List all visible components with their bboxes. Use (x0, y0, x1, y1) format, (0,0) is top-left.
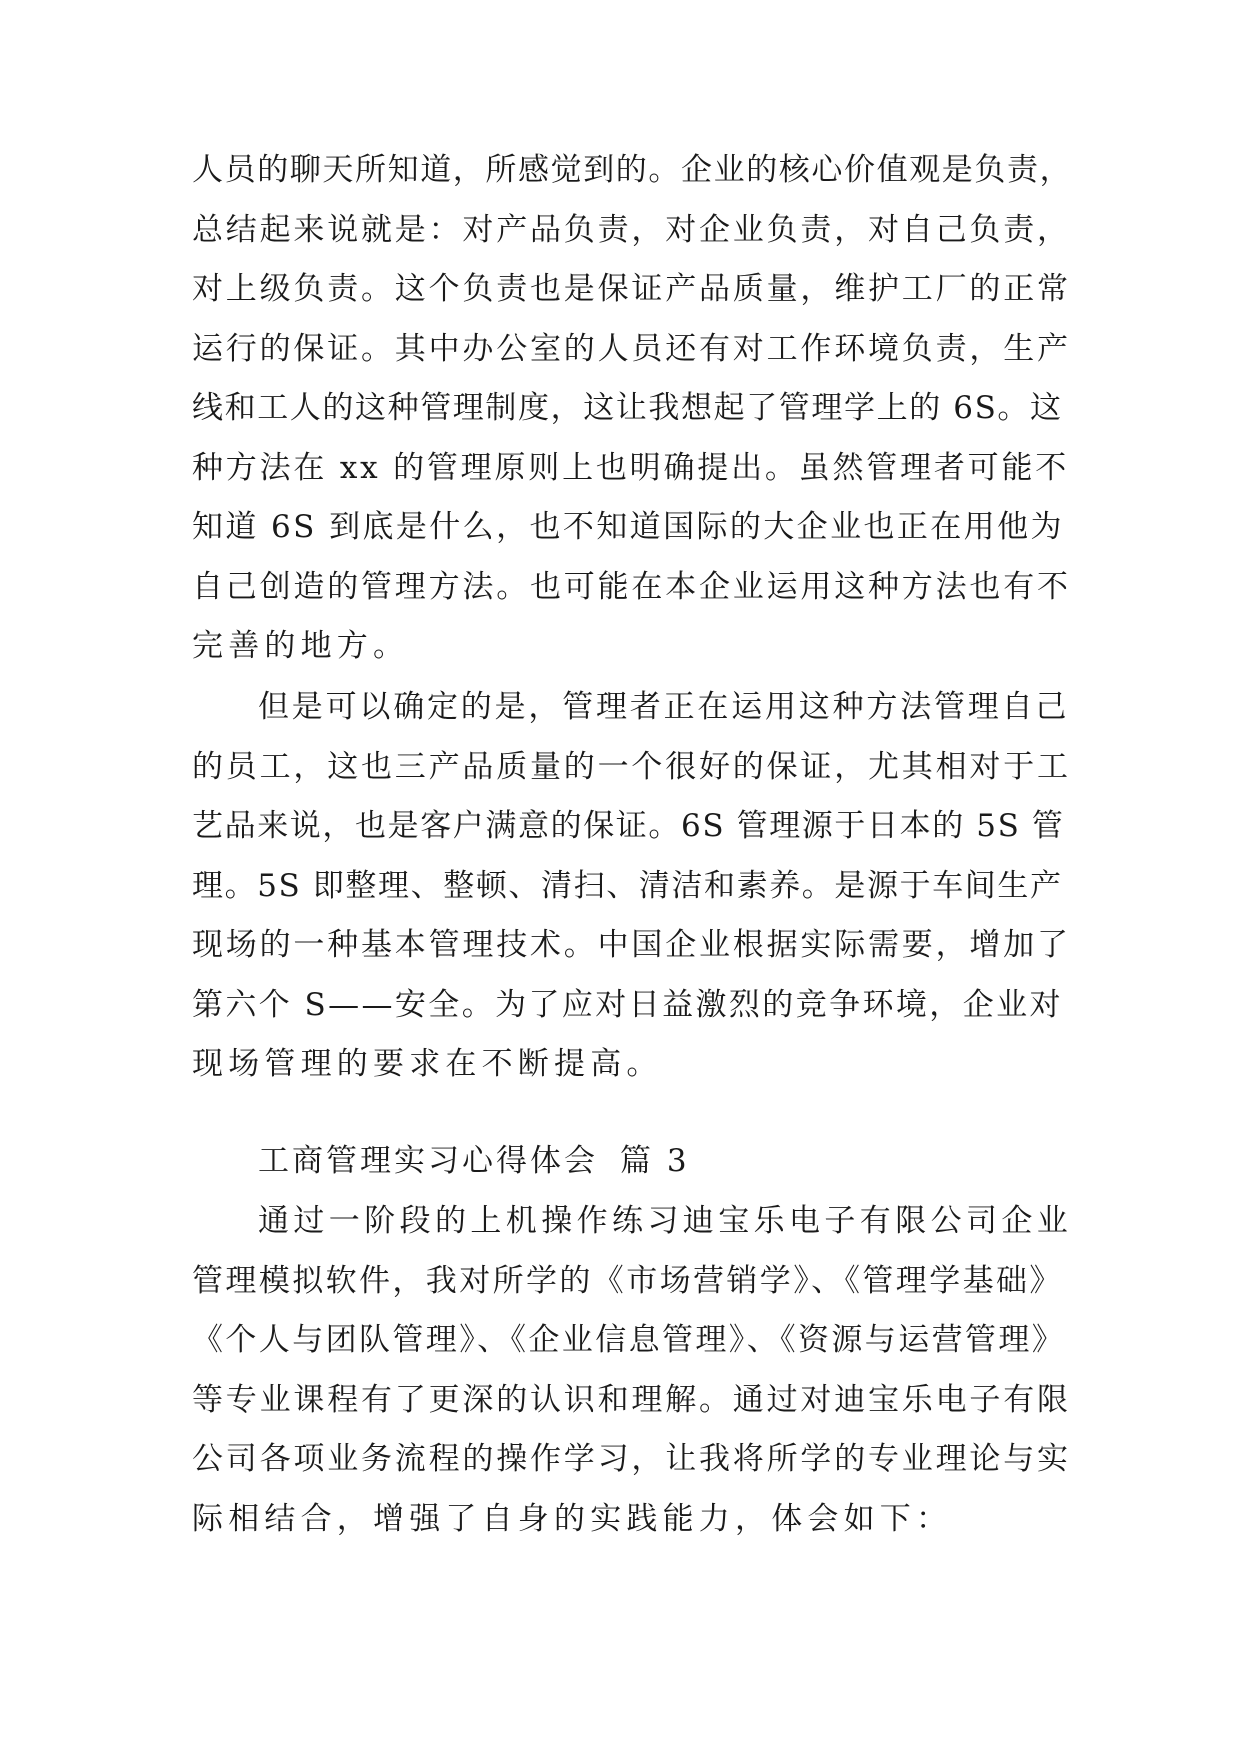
paragraph-1 (192, 141, 1072, 677)
paragraph-line: 第六个 S——安全。为了应对日益激烈的竞争环境，企业对 (192, 986, 1063, 1023)
paragraph-line: 等专业课程有了更深的认识和理解。通过对迪宝乐电子有限 (192, 1381, 1071, 1418)
section-heading-title: 工商管理实习心得体会 (258, 1143, 598, 1179)
paragraph-line: 现场的一种基本管理技术。中国企业根据实际需要，增加了 (192, 927, 1071, 963)
paragraph-2 (192, 678, 1072, 1095)
paragraph-line: 理。5S 即整理、整顿、清扫、清洁和素养。是源于车间生产 (192, 867, 1063, 904)
paragraph-line: 知道 6S 到底是什么，也不知道国际的大企业也正在用他为 (192, 509, 1064, 545)
paragraph-line: 艺品来说，也是客户满意的保证。6S 管理源于日本的 5S 管 (192, 808, 1065, 844)
paragraph-line: 种方法在 xx 的管理原则上也明确提出。虽然管理者可能不 (192, 449, 1070, 486)
paragraph-line: 通过一阶段的上机操作练习迪宝乐电子有限公司企业 (258, 1203, 1073, 1239)
paragraph-line: 公司各项业务流程的操作学习，让我将所学的专业理论与实 (192, 1441, 1071, 1477)
paragraph-line: 运行的保证。其中办公室的人员还有对工作环境负责，生产 (192, 330, 1071, 367)
paragraph-line: 总结起来说就是：对产品负责，对企业负责，对自己负责， (192, 211, 1071, 248)
paragraph-line: 对上级负责。这个负责也是保证产品质量，维护工厂的正常 (192, 271, 1071, 307)
paragraph-line: 的员工，这也三产品质量的一个很好的保证，尤其相对于工 (192, 748, 1071, 785)
paragraph-line: 完善的地方。 (192, 628, 410, 664)
section-heading-number: 篇 3 (620, 1143, 690, 1179)
paragraph-line: 《个人与团队管理》、《企业信息管理》、《资源与运营管理》 (192, 1322, 1066, 1358)
paragraph-line: 但是可以确定的是，管理者正在运用这种方法管理自己 (258, 689, 1070, 725)
paragraph-line: 人员的聊天所知道，所感觉到的。企业的核心价值观是负责， (192, 152, 1073, 188)
paragraph-3 (192, 1192, 1072, 1549)
paragraph-line: 管理模拟软件，我对所学的《市场营销学》、《管理学基础》 (192, 1262, 1063, 1299)
paragraph-line: 线和工人的这种管理制度，这让我想起了管理学上的 6S。这 (192, 390, 1063, 426)
paragraph-line: 际相结合，增强了自身的实践能力，体会如下： (192, 1500, 953, 1537)
paragraph-line: 现场管理的要求在不断提高。 (192, 1046, 663, 1082)
section-heading (258, 1141, 690, 1181)
paragraph-line: 自己创造的管理方法。也可能在本企业运用这种方法也有不 (192, 568, 1071, 605)
